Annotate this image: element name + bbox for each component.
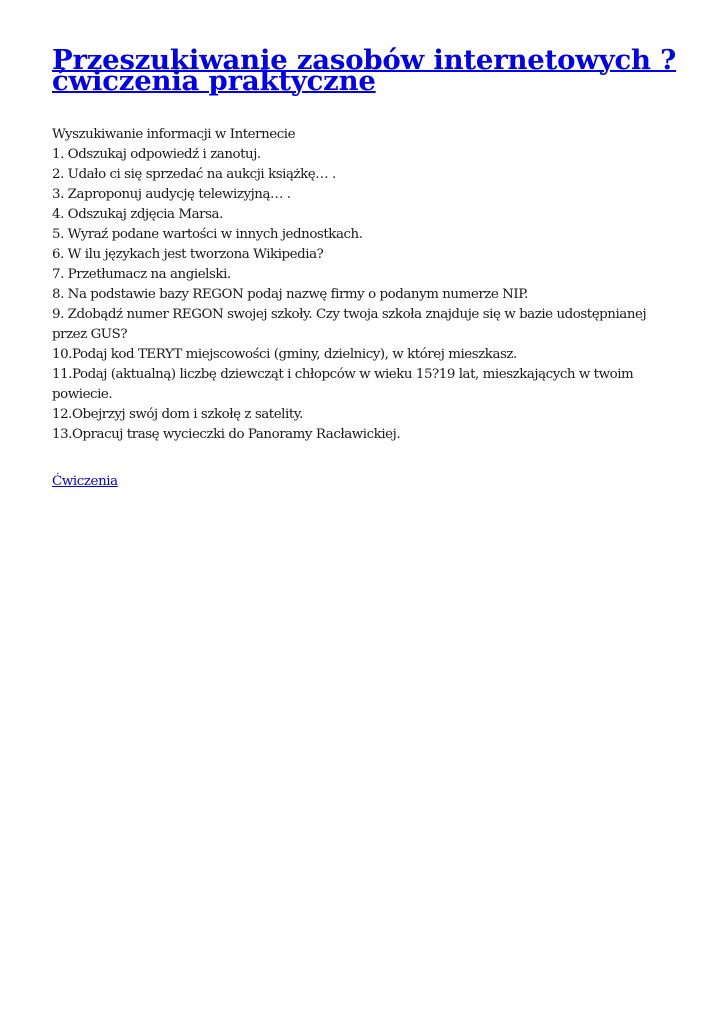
list-item: 4. Odszukaj zdjęcia Marsa.: [52, 207, 223, 222]
document-page: [52, 44, 677, 492]
list-item: 1. Odszukaj odpowiedź i zanotuj.: [52, 147, 261, 162]
title-link[interactable]: Przeszukiwanie zasobów internetowych ? ćwiczenia praktyczne: [52, 44, 677, 97]
list-item: 9. Zdobądź numer REGON swojej szkoły. Czy twoja szkoła znajduje się w bazie udostępnianej przez GUS?: [52, 307, 647, 342]
list-item: 2. Udało ci się sprzedać na aukcji książkę… .: [52, 167, 336, 182]
list-item: 8. Na podstawie bazy REGON podaj nazwę firmy o podanym numerze NIP.: [52, 287, 528, 302]
list-item: 12.Obejrzyj swój dom i szkołę z satelity.: [52, 407, 303, 422]
exercise-list: [52, 145, 677, 445]
list-item: 6. W ilu językach jest tworzona Wikipedia?: [52, 247, 324, 262]
intro-text: Wyszukiwanie informacji w Internecie: [52, 127, 296, 142]
list-item: 10.Podaj kod TERYT miejscowości (gminy, dzielnicy), w której mieszkasz.: [52, 347, 517, 362]
list-item: 3. Zaproponuj audycję telewizyjną… .: [52, 187, 291, 202]
document-body: [52, 125, 677, 445]
list-item: 11.Podaj (aktualną) liczbę dziewcząt i chłopców w wieku 15?19 lat, mieszkających w twoim powiecie.: [52, 367, 634, 402]
category-link-row: [52, 472, 677, 492]
list-item: 7. Przetłumacz na angielski.: [52, 267, 231, 282]
list-item: 13.Opracuj trasę wycieczki do Panoramy Racławickiej.: [52, 427, 401, 442]
category-link[interactable]: Ćwiczenia: [52, 474, 118, 489]
list-item: 5. Wyraź podane wartości w innych jednostkach.: [52, 227, 363, 242]
page-title: [52, 44, 677, 97]
